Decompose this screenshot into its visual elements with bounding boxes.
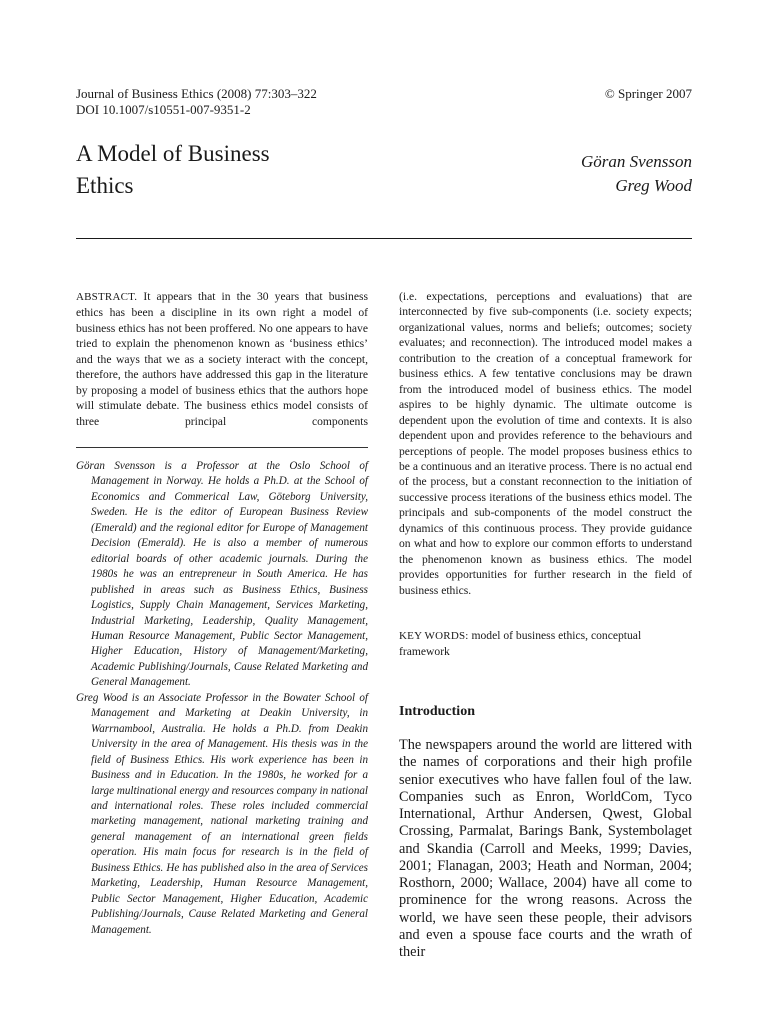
keywords xyxy=(399,628,692,660)
title-line-2: Ethics xyxy=(76,173,134,198)
author-name: Greg Wood xyxy=(615,176,692,195)
header-rule xyxy=(76,238,692,239)
author-bio: Göran Svensson is a Professor at the Oslo School of Management in Norway. He holds a Ph.D. at the School of Economics and Commerical Law, Göteborg University, Sweden. He is the editor of European Business Review (Emerald) and the regional editor for Europe of Management Decision (Emerald). He is also a member of numerous editorial boards of other academic journals. During the 1980s he was an entrepreneur in South America. He has published in areas such as Business Ethics, Business Logistics, Supply Chain Management, Services Marketing, Industrial Marketing, Leadership, Quality Management, Human Resource Management, Public Sector Management, Higher Education, History of Management/Marketing, Academic Publishing/Journals, Cause Related Marketing and General Management. xyxy=(76,460,368,689)
article-title xyxy=(76,138,376,202)
keywords-text: model of business ethics, conceptual framework xyxy=(399,629,642,659)
footnote-divider xyxy=(76,447,368,448)
abstract-left xyxy=(76,289,368,429)
journal-citation xyxy=(76,86,317,118)
title-line-1: A Model of Business xyxy=(76,141,270,166)
abstract-label: ABSTRACT. xyxy=(76,291,144,303)
introduction-paragraph: The newspapers around the world are littered with the names of corporations and their high profile senior executives who have fallen foul of the law. Companies such as Enron, WorldCom, Tyco International, Arthur Andersen, Qwest, Global Crossing, Parmalat, Barings Bank, Systembolaget and Skandia (Carroll and Meeks, 1999; Davies, 2001; Flanagan, 2003; Heath and Norman, 2004; Rosthorn, 2000; Wallace, 2004) have all come to prominence for the wrong reasons. Across the world, we have seen these people, their advisors and even a spouse face courts and the wrath of their xyxy=(399,737,692,960)
section-heading-introduction: Introduction xyxy=(399,704,475,719)
author-list xyxy=(581,150,692,198)
journal-line: Journal of Business Ethics (2008) 77:303–322 xyxy=(76,86,317,101)
abstract-right: (i.e. expectations, perceptions and evaluations) that are interconnected by five sub-components (i.e. society expects; organizational values, norms and beliefs; outcomes; society evaluates; and reconnection). The introduced model makes a contribution to the creation of a conceptual framework for business ethics. A few tentative conclusions may be drawn from the introduced model of business ethics. The model aspires to be highly dynamic. The ultimate outcome is dependent upon the evolution of time and contexts. It is also dependent upon and provides reference to the behaviours and perceptions of people. The model proposes business ethics to be a continuous and an iterative process. There is no actual end of the process, but a constant reconnection to the initiation of successive process iterations of the business ethics model. The principals and sub-components of the model construct the dynamics of this continuous process. They provide guidance on what and how to explore our common efforts to understand the phenomenon known as business ethics. The model provides opportunities for further research in the field of business ethics. xyxy=(399,290,692,597)
author-bio: Greg Wood is an Associate Professor in the Bowater School of Management and Marketing at Deakin University, in Warrnambool, Australia. He holds a Ph.D. from Deakin University in the area of Management. His thesis was in the field of Business Ethics. His work experience has been in Business and in Education. In the 1980s, he worked for a large multinational energy and resources company in national and international roles. These roles included commercial marketing management, national marketing training and general management of an international green fields operation. His main focus for research is in the field of Business Ethics. He has published also in the area of Services Marketing, Leadership, Human Resource Management, Public Sector Management, Higher Education, Academic Publishing/Journals, Cause Related Marketing and General Management. xyxy=(76,691,368,936)
abstract-text-left: It appears that in the 30 years that business ethics has been a discipline in its own right a model of business ethics has not been proffered. No one appears to have tried to explain the phenomenon known as ‘business ethics’ and the ways that we as a society interact with the concept, therefore, the authors have addressed this gap in the literature by proposing a model of business ethics that the authors hope will stimulate debate. The business ethics model consists of three principal components xyxy=(76,290,368,428)
doi-line: DOI 10.1007/s10551-007-9351-2 xyxy=(76,102,251,117)
keywords-label: KEY WORDS: xyxy=(399,630,472,642)
author-bios xyxy=(76,459,368,938)
copyright-notice: © Springer 2007 xyxy=(604,86,692,101)
author-name: Göran Svensson xyxy=(581,152,692,171)
